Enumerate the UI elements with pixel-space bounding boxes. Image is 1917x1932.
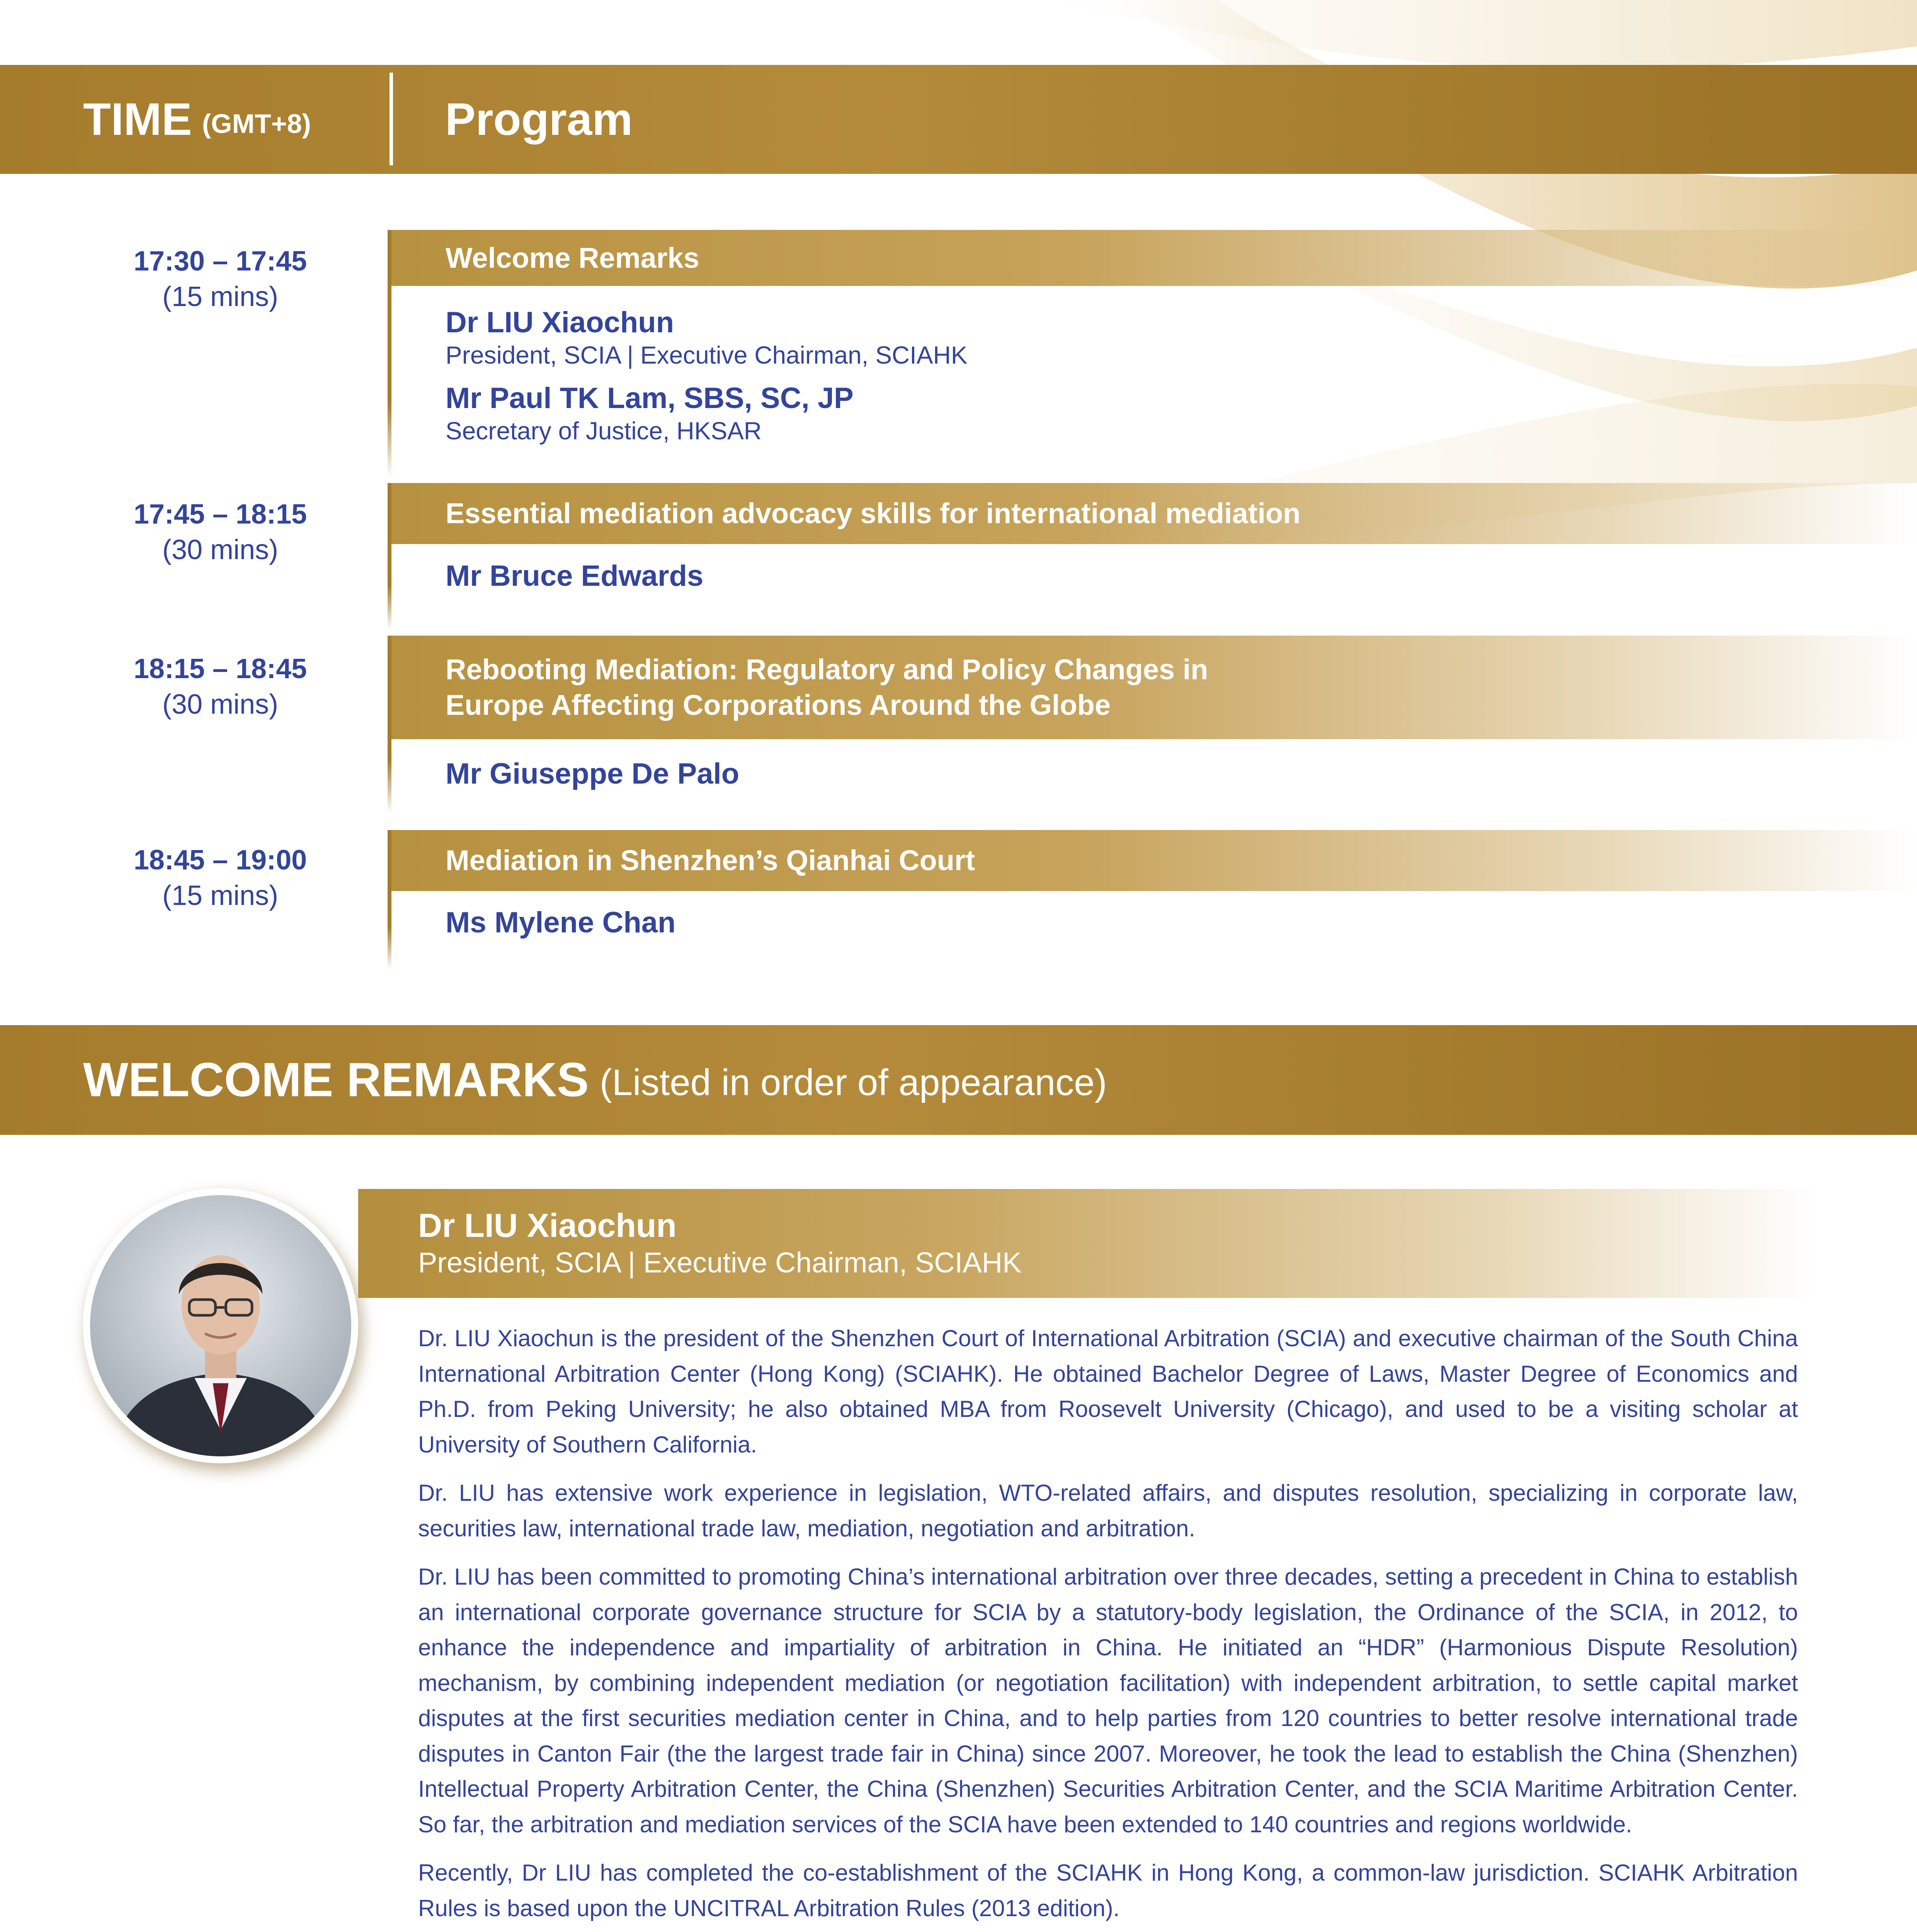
program-topic-3 (391, 636, 1917, 739)
topic-title: Welcome Remarks (446, 242, 699, 274)
welcome-remarks-header (0, 1025, 1917, 1135)
program-time-3 (97, 651, 344, 722)
timeline-line (388, 830, 391, 969)
header-divider (390, 73, 393, 165)
time-duration: (30 mins) (162, 534, 279, 565)
profile-name: Dr LIU Xiaochun (418, 1207, 677, 1244)
section-title: WELCOME REMARKS (83, 1053, 589, 1107)
program-header: Program (445, 94, 633, 145)
program-speaker-name: Mr Bruce Edwards (446, 560, 704, 592)
program-speaker-name: Mr Giuseppe De Palo (446, 757, 740, 790)
timeline-line (388, 636, 391, 813)
program-topic-2 (391, 483, 1917, 544)
program-speaker-name: Dr LIU Xiaochun (446, 306, 674, 339)
time-header-label: TIME (83, 94, 192, 145)
time-header (83, 65, 311, 174)
timeline-line (388, 483, 391, 630)
program-speaker-name: Mr Paul TK Lam, SBS, SC, JP (446, 382, 854, 415)
portrait-photo (90, 1195, 351, 1456)
time-range: 17:30 – 17:45 (133, 246, 307, 277)
time-duration: (30 mins) (162, 689, 279, 720)
time-range: 18:15 – 18:45 (133, 653, 307, 684)
topic-title: Essential mediation advocacy skills for international mediation (446, 497, 1301, 529)
program-time-4 (97, 842, 344, 913)
program-speaker-role: Secretary of Justice, HKSAR (446, 417, 762, 445)
time-range: 17:45 – 18:15 (133, 499, 307, 530)
topic-title-line-2: Europe Affecting Corporations Around the Globe (446, 689, 1111, 721)
program-speaker-name: Ms Mylene Chan (446, 906, 676, 939)
bio-paragraph: Recently, Dr LIU has completed the co-establishment of the SCIAHK in Hong Kong, a common-law jurisdiction. SCIAHK Arbitration Rules is based upon the UNCITRAL Arbitration Rules (2013 edition). (418, 1860, 1798, 1921)
program-time-2 (97, 497, 344, 568)
time-zone-label: (GMT+8) (202, 109, 311, 139)
program-time-1 (97, 243, 344, 315)
time-duration: (15 mins) (162, 880, 279, 911)
profile-role: President, SCIA | Executive Chairman, SCIAHK (418, 1247, 1022, 1279)
program-speaker-role: President, SCIA | Executive Chairman, SCIAHK (446, 341, 968, 369)
bio-paragraph: Dr. LIU Xiaochun is the president of the Shenzhen Court of International Arbitration (SCIA) and executive chairman of the South China International Arbitration Center (Hong Kong) (SCIAHK). He obtained Bachelor Degree of Laws, Master Degree of Economics and Ph.D. from Peking University; he also obtained MBA from Roosevelt University (Chicago), and used to be a visiting scholar at University of Southern California. (418, 1325, 1798, 1458)
time-range: 18:45 – 19:00 (133, 845, 307, 876)
bio-paragraph: Dr. LIU has extensive work experience in legislation, WTO-related affairs, and disputes resolution, specializing in corporate law, securities law, international trade law, mediation, negotiation and arbitration. (418, 1480, 1798, 1541)
timeline-line (388, 230, 391, 477)
section-note: (Listed in order of appearance) (599, 1062, 1107, 1103)
bio-paragraph: Dr. LIU has been committed to promoting China’s international arbitration over three decades, setting a precedent in China to establish an international corporate governance structure for SCIA by a statutory-body legislation, the Ordinance of the SCIA, in 2012, to enhance the independence and impartiality of arbitration in China. He initiated an “HDR” (Harmonious Dispute Resolution) mechanism, by combining independent mediation (or negotiation facilitation) with independent arbitration, to settle capital market disputes at the first securities mediation center in China, and to help parties from 120 countries to better resolve international trade disputes in Canton Fair (the the largest trade fair in China) since 2007. Moreover, he took the lead to establish the China (Shenzhen) Intellectual Property Arbitration Center, the China (Shenzhen) Securities Arbitration Center, and the SCIA Maritime Arbitration Center. So far, the arbitration and mediation services of the SCIA have been extended to 140 countries and regions worldwide. (418, 1564, 1798, 1837)
program-header-bar (0, 65, 1917, 174)
time-duration: (15 mins) (162, 281, 279, 312)
topic-title: Mediation in Shenzhen’s Qianhai Court (446, 844, 975, 876)
profile-bio (418, 1321, 1798, 1932)
topic-title-line-1: Rebooting Mediation: Regulatory and Policy Changes in (446, 653, 1208, 685)
avatar-liu-xiaochun (83, 1188, 358, 1463)
program-topic-4 (391, 830, 1917, 891)
profile-name-band (358, 1189, 1817, 1298)
program-topic-1 (391, 230, 1917, 286)
